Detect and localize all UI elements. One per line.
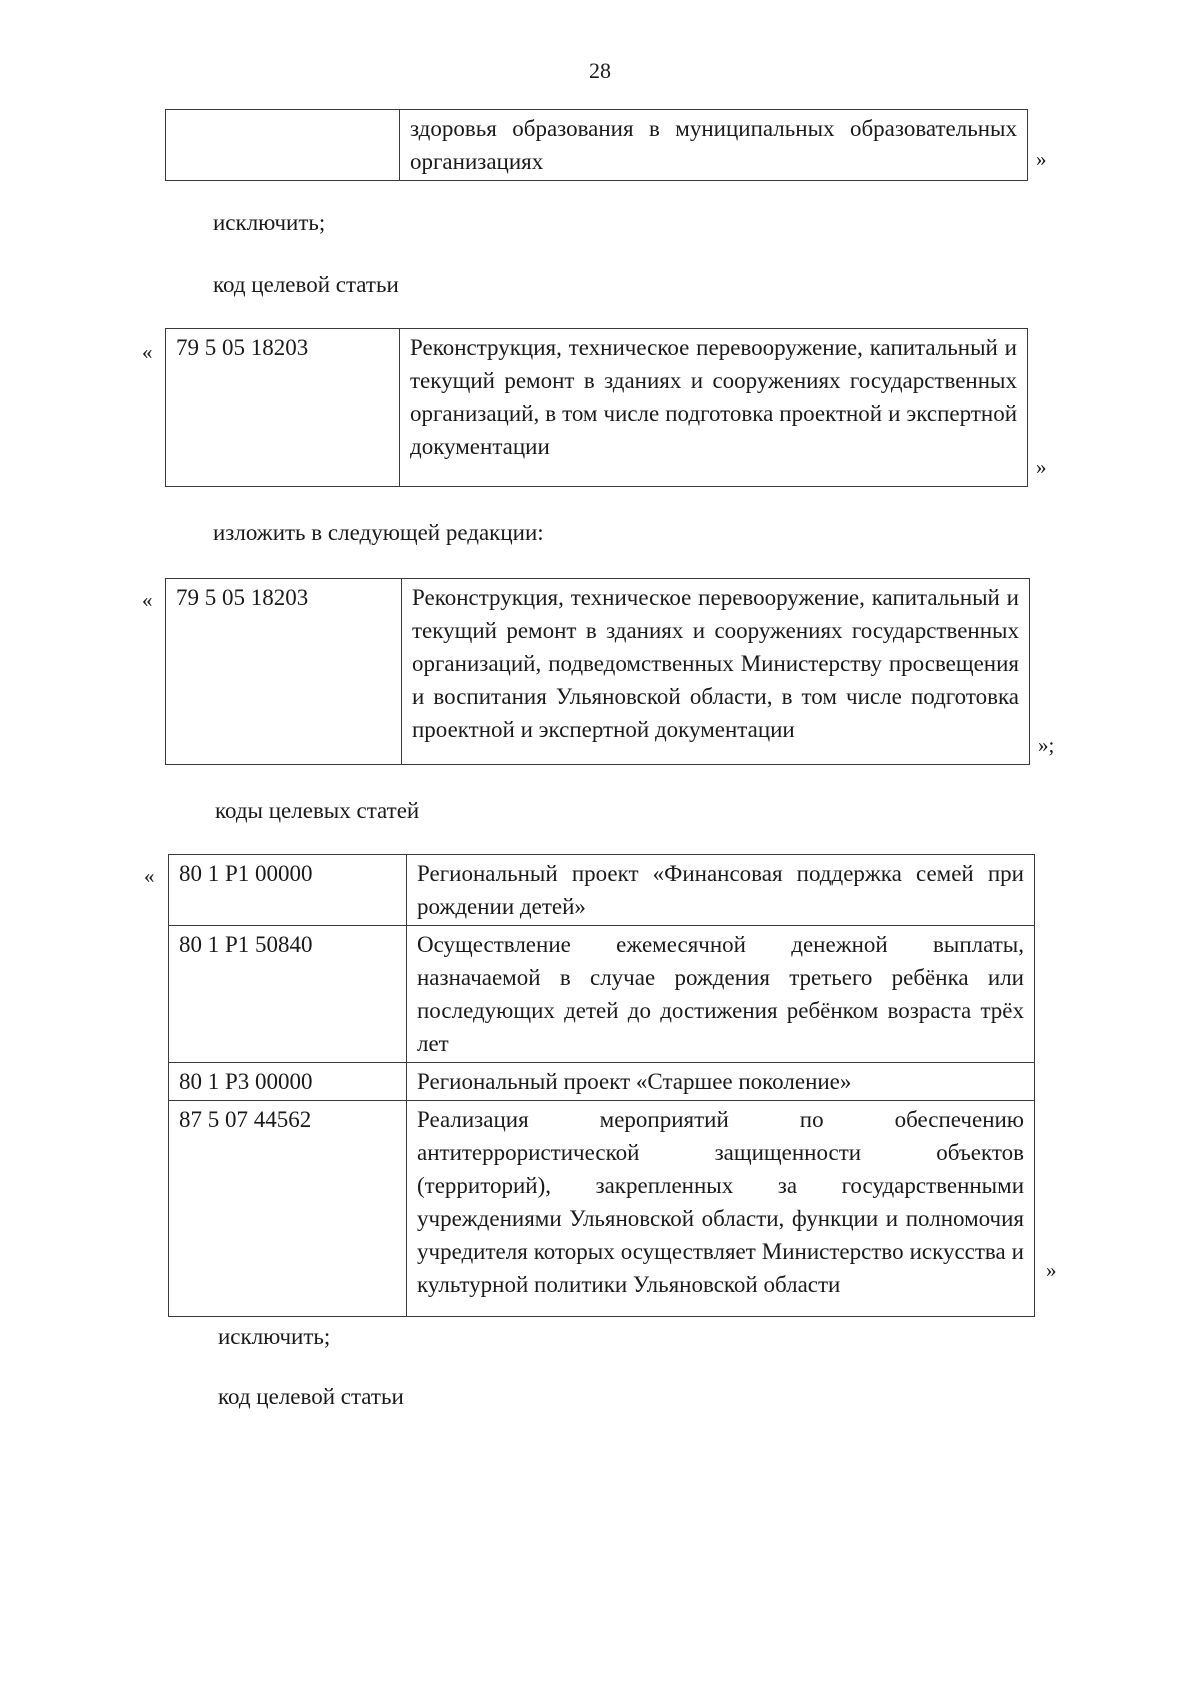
table-block-1 — [165, 109, 1028, 181]
paragraph-target-code-1: код целевой статьи — [213, 272, 399, 297]
close-quote: » — [1036, 455, 1047, 479]
paragraph-edit: изложить в следующей редакции: — [213, 520, 544, 545]
paragraph-target-code-2: код целевой статьи — [218, 1384, 404, 1409]
code-cell — [166, 110, 400, 181]
description-cell: Осуществление ежемесячной денежной выплаты, назначаемой в случае рождения третьего ребёнка или последующих детей до достижения ребёнком возраста трёх лет — [407, 926, 1035, 1063]
description-cell: Региональный проект «Финансовая поддержка семей при рождении детей» — [407, 855, 1035, 926]
table-row — [166, 110, 1028, 181]
code-cell: 87 5 07 44562 — [169, 1101, 407, 1317]
table-row — [166, 579, 1030, 765]
table-row — [169, 855, 1035, 926]
code-cell: 79 5 05 18203 — [166, 329, 400, 487]
table-row — [169, 1101, 1035, 1317]
table-block-4 — [168, 854, 1035, 1317]
code-cell: 80 1 P1 50840 — [169, 926, 407, 1063]
paragraph-exclude-1: исключить; — [213, 210, 326, 235]
open-quote: « — [144, 864, 155, 888]
table-block-3 — [165, 578, 1030, 765]
description-cell: Региональный проект «Старшее поколение» — [407, 1063, 1035, 1101]
code-cell: 79 5 05 18203 — [166, 579, 402, 765]
close-quote: »; — [1038, 733, 1055, 757]
paragraph-target-codes: коды целевых статей — [215, 798, 420, 823]
description-cell: Реконструкция, техническое перевооружение, капитальный и текущий ремонт в зданиях и сооружениях государственных организаций, подведомственных Министерству просвещения и воспитания Ульяновской области, в том числе подготовка проектной и экспертной документации — [402, 579, 1030, 765]
code-cell: 80 1 P3 00000 — [169, 1063, 407, 1101]
page-number: 28 — [589, 58, 611, 83]
description-cell: Реализация мероприятий по обеспечению антитеррористической защищенности объектов (территорий), закрепленных за государственными учреждениями Ульяновской области, функции и полномочия учредителя которых осуществляет Министерство искусства и культурной политики Ульяновской области — [407, 1101, 1035, 1317]
close-quote: » — [1046, 1258, 1057, 1282]
open-quote: « — [142, 588, 153, 612]
table-block-2 — [165, 328, 1028, 487]
table-row — [169, 1063, 1035, 1101]
open-quote: « — [142, 340, 153, 364]
description-cell: здоровья образования в муниципальных образовательных организациях — [400, 110, 1028, 181]
description-cell: Реконструкция, техническое перевооружение, капитальный и текущий ремонт в зданиях и сооружениях государственных организаций, в том числе подготовка проектной и экспертной документации — [400, 329, 1028, 487]
close-quote: » — [1036, 147, 1047, 171]
table-row — [166, 329, 1028, 487]
code-cell: 80 1 P1 00000 — [169, 855, 407, 926]
paragraph-exclude-2: исключить; — [218, 1324, 331, 1349]
table-row — [169, 926, 1035, 1063]
